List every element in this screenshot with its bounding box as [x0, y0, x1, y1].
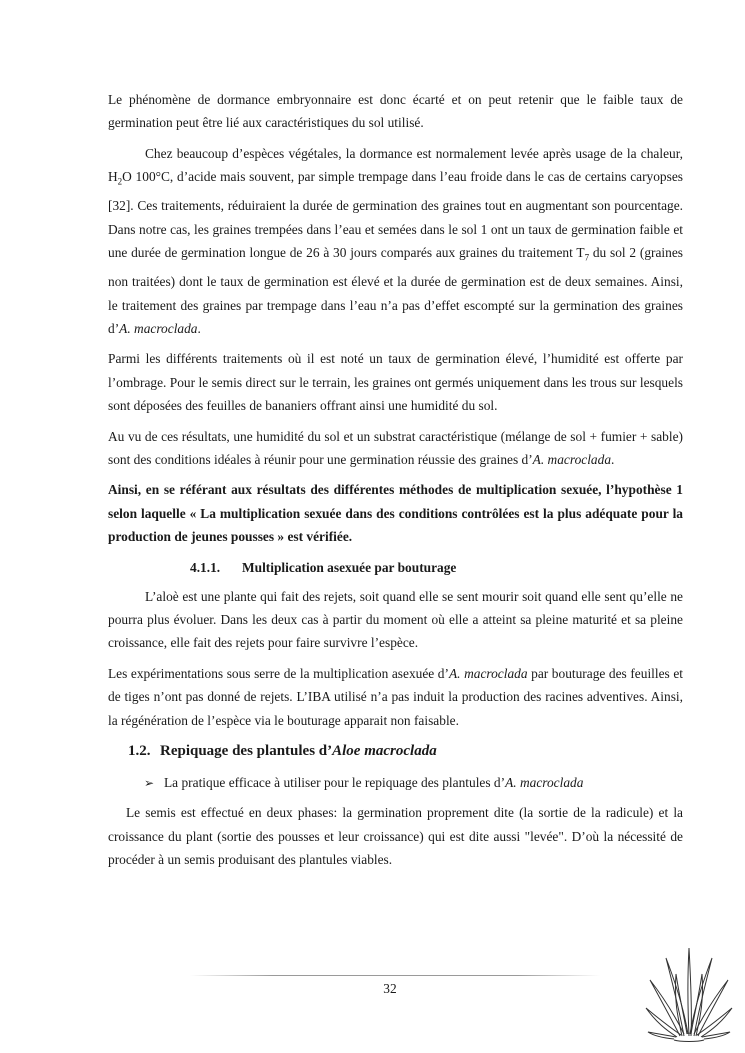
aloe-plant-icon [644, 944, 734, 1044]
arrow-bullet-icon: ➢ [144, 776, 155, 791]
footer-divider [190, 975, 600, 976]
paragraph-experimentations-serre: Les expérimentations sous serre de la multiplication asexuée d’A. macroclada par bouturage des feuilles et de tiges n’ont pas donné de rejets. L’IBA utilisé n’a pas induit la production des racines adventives. Ainsi, la régénération de l’espèce via le bouturage apparait non faisable. [108, 665, 684, 728]
paragraph-hypothese-verifiee: Ainsi, en se référant aux résultats des différentes méthodes de multiplication sexuée, l’hypothèse 1 selon laquelle « La multiplication sexuée dans des conditions contrôlées est la plus adéquate pour la production de jeunes pousses » est vérifiée. [108, 482, 683, 545]
paragraph-semis-phases: Le semis est effectué en deux phases: la germination proprement dite (la sortie de la radicule) et la croissance du plant (sortie des pousses et leur croissance) qui est dite aussi "levée". D’où la nécessité de procéder à un semis produisant des plantules viables. [108, 805, 683, 867]
heading-repiquage-plantules: 1.2. Repiquage des plantules d’Aloe macroclada [128, 743, 437, 760]
paragraph-rejets-aloe: L’aloè est une plante qui fait des rejets, soit quand elle se sent mourir soit quand elle sent qu’elle ne pourra plus évoluer. Dans les deux cas à partir du moment où elle a atteint sa pleine maturité et sa pleine croissance, elle fait des rejets pour faire survivre l’espèce. [108, 588, 683, 651]
paragraph-dormance-traitements: Chez beaucoup d’espèces végétales, la dormance est normalement levée après usage de la chaleur, $H_2O$ 100°C, d’acide mais souvent, par simple trempage dans l’eau froide dans le cas de certains caryopses [32]. Ces traitements, réduiraient la durée de germination des graines tout en augmentant son pourcentage. Dans notre cas, les graines trempées dans l’eau et semées dans le sol 1 ont un taux de germination faible et une durée de germination longue de 26 à 30 jours comparés aux graines du traitement $T_7$ du sol 2 (graines non traitées) dont le taux de germination est élevé et la durée de germination est de deux semaines. Ainsi, le traitement des graines par trempage dans l’eau n’a pas d’effet escompté sur la germination des graines d’A. macroclada. [108, 145, 684, 336]
page-body [108, 88, 683, 878]
paragraph-dormance-conclusion: Le phénomène de dormance embryonnaire est donc écarté et on peut retenir que le faible taux de germination peut être lié aux caractéristiques du sol utilisé. [108, 92, 683, 131]
bullet-pratique-efficace: ➢ La pratique efficace à utiliser pour le repiquage des plantules d’A. macroclada [144, 771, 683, 795]
heading-multiplication-asexuee: 4.1.1. Multiplication asexuée par bouturage [190, 559, 457, 575]
paragraph-conditions-ideales: Au vu de ces résultats, une humidité du sol et un substrat caractéristique (mélange de sol + fumier + sable) sont des conditions idéales à réunir pour une germination réussie des graines d’A. macroclada. [108, 428, 683, 468]
paragraph-humidite-ombrage: Parmi les différents traitements où il est noté un taux de germination élevé, l’humidité est offerte par l’ombrage. Pour le semis direct sur le terrain, les graines ont germés uniquement dans les trous sur lesquels sont déposées des feuilles de bananiers offrant ainsi une humidité du sol. [108, 351, 683, 414]
page-number: 32 [383, 981, 397, 996]
